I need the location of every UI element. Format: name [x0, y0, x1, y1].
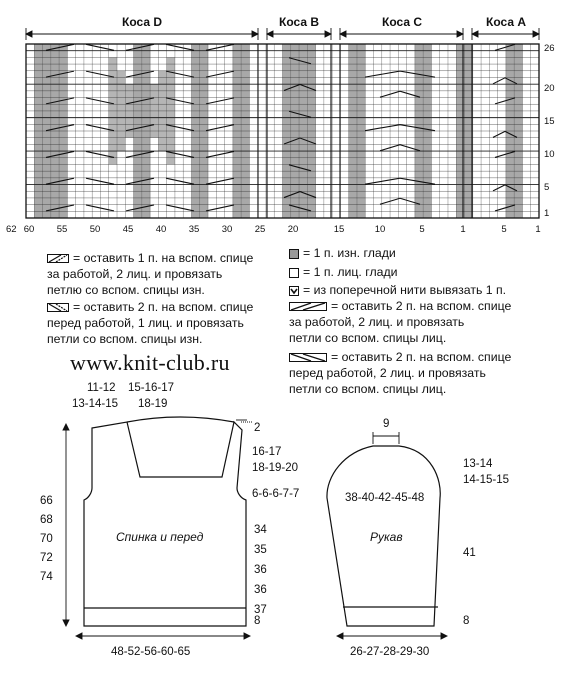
- body-piece: [84, 417, 246, 626]
- col-number: 15: [333, 224, 345, 235]
- cable-mark: [206, 44, 234, 50]
- armhole-depth: 6-6-6-7-7: [252, 488, 300, 500]
- cable-1-back-icon: [47, 254, 69, 263]
- knit-square-icon: [289, 268, 299, 278]
- sleeve-cuff-width: 26-27-28-29-30: [350, 646, 430, 658]
- neck-back-depth: 2: [254, 422, 261, 434]
- garment-schematics: [0, 380, 563, 680]
- watermark: www.knit-club.ru: [70, 350, 230, 375]
- cable-2-front-icon: [47, 303, 69, 312]
- sleeve-label: Рукав: [370, 530, 403, 544]
- cable-mark: [166, 44, 194, 50]
- stitch-chart: [0, 0, 563, 240]
- neck-front-depth: 16-17 18-19-20: [252, 446, 299, 474]
- total-length: 66 68 70 72 74: [40, 495, 53, 583]
- col-number: 60: [23, 224, 35, 235]
- col-number: 35: [188, 224, 200, 235]
- cable-mark: [86, 178, 114, 184]
- row-number: 10: [544, 149, 555, 160]
- cable-mark: [206, 98, 234, 104]
- body-rib: 8: [254, 615, 261, 627]
- col-number: 5: [501, 224, 507, 235]
- legend-right-2: = 1 п. лиц. глади: [289, 264, 398, 280]
- cable-2-front-knit-icon: [289, 353, 327, 362]
- shoulder-width-2: 13-14-15: [72, 398, 119, 410]
- sleeve-upper-width: 38-40-42-45-48: [345, 492, 425, 504]
- sleeve-length: 41: [463, 547, 476, 559]
- cable-mark: [206, 125, 234, 131]
- cable-2-back-knit-icon: [289, 302, 327, 311]
- col-number: 20: [287, 224, 299, 235]
- cable-mark: [206, 71, 234, 77]
- legend-right-4: = оставить 2 п. на вспом. спице за работой, 2 лиц. и провязать петли со вспом. спицы лиц.: [289, 299, 512, 345]
- cable-mark: [206, 205, 234, 211]
- cable-mark: [206, 178, 234, 184]
- col-number: 5: [419, 224, 425, 235]
- section-label-a: Коса A: [486, 15, 526, 29]
- cable-mark: [380, 91, 420, 97]
- shoulder-width: 11-12: [87, 382, 116, 394]
- col-number: 40: [155, 224, 167, 235]
- legend-left-1: = оставить 1 п. на вспом. спице за работой, 2 лиц. и провязать петлю со вспом. спицы изн.: [47, 251, 254, 297]
- sleeve-top-width: 9: [383, 418, 390, 430]
- purl-square-icon: [289, 249, 299, 259]
- section-label-d: Коса D: [122, 15, 162, 29]
- legend-right-1: = 1 п. изн. глади: [289, 245, 396, 261]
- cable-mark: [86, 205, 114, 211]
- row-number: 15: [544, 116, 555, 127]
- row-number: 1: [544, 208, 550, 219]
- legend-right-5: = оставить 2 п. на вспом. спице перед работой, 2 лиц. и провязать петли со вспом. спицы лиц.: [289, 350, 512, 396]
- col-number: 45: [122, 224, 134, 235]
- sleeve-rib: 8: [463, 615, 470, 627]
- body-label: Спинка и перед: [116, 530, 204, 544]
- cable-mark: [206, 151, 234, 157]
- cable-mark: [380, 145, 420, 151]
- cable-mark: [166, 205, 194, 211]
- make-one-icon: [289, 286, 299, 296]
- row-number: 26: [544, 43, 555, 54]
- section-headers: [26, 28, 539, 40]
- section-label-c: Коса C: [382, 15, 422, 29]
- neck-width-2: 18-19: [138, 398, 168, 410]
- cable-mark: [166, 178, 194, 184]
- col-number: 10: [374, 224, 386, 235]
- col-number: 50: [89, 224, 101, 235]
- body-width: 48-52-56-60-65: [111, 646, 191, 658]
- legend-left-2: = оставить 2 п. на вспом. спице перед работой, 1 лиц. и провязать петли со вспом. спицы изн.: [47, 300, 254, 346]
- section-label-b: Коса B: [279, 15, 319, 29]
- sleeve-cap-height: 13-14 14-15-15: [463, 458, 510, 486]
- col-number: 30: [221, 224, 233, 235]
- chart-grid: [26, 44, 539, 218]
- legend-right-3: = из поперечной нити вывязать 1 п.: [289, 282, 506, 298]
- neck-width: 15-16-17: [128, 382, 175, 394]
- row-number: 5: [544, 182, 550, 193]
- length-to-armhole: 34 35 36 36 37: [254, 524, 267, 616]
- cable-mark: [380, 198, 420, 204]
- row-number: 20: [544, 83, 555, 94]
- cable-mark: [86, 44, 114, 50]
- col-number: 62: [6, 224, 17, 235]
- col-number: 25: [254, 224, 266, 235]
- col-number: 55: [56, 224, 68, 235]
- col-number: 1: [535, 224, 541, 235]
- col-number: 1: [460, 224, 466, 235]
